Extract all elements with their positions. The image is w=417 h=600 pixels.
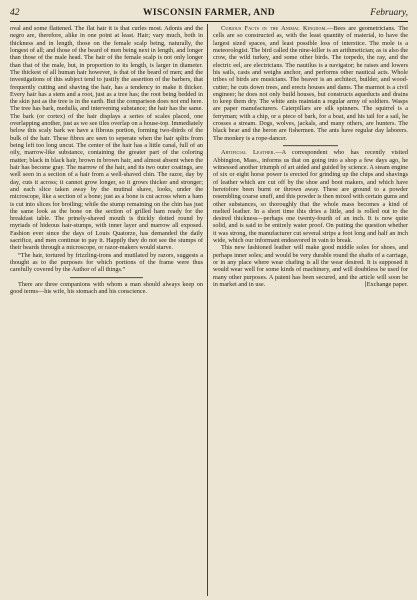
artificial-leather-body-continued: This new fashioned leather will make good middle soles for shoes, and perhaps inner soles; and would be very durable round the shafts of a carriage, or in any place where wear chafing is all the wear desired. It is supposed it would wear well for some kinds of machinery, and will doubtless be used for many other purposes. A patent has been secured, and the article will soon be in market and in use. <box>213 244 408 288</box>
column-divider <box>207 24 208 596</box>
section-divider-rule <box>213 142 408 149</box>
curious-facts-body: —Bees are geometricians. The cells are so constructed as, with the least quantity of material, to have the largest sized spaces, and least possible loss of interstice. The mole is a meteorologist. The bird called the nine-killer is an arithmetician; as is also the crow, the wild turkey, and some other birds. The torpedo, the ray, and the electric eel, are electricians. The nautilus is a navigator; he raises and lowers his sails, casts and weighs anchor, and performs other nautical acts. Whole tribes of birds are musicians. The beaver is an architect, builder, and wood-cutter; he cuts down trees, and erects houses and dams. The marmot is a civil engineer; he does not only build houses, but constructs aqueducts and drains to keep them dry. The white ants maintain a regular army of soldiers. Wasps are paper manufacturers. Caterpillars are silk spinners. The squirrel is a ferryman; with a chip, or a piece of bark, for a boat, and his tail for a sail, he crosses a stream. Dogs, wolves, jackals, and many others, are hunters. The black bear and the heron are fishermen. The ants have regular day laborers. The monkey is a rope-dancer. <box>213 25 408 142</box>
running-title: WISCONSIN FARMER, AND <box>143 8 275 18</box>
header-rule <box>10 21 408 22</box>
three-companions-paragraph: There are three companions with whom a man should always keep on good terms—his wife, his stomach and his conscience. <box>10 280 203 296</box>
artificial-leather-body: —A correspondent who has recently visited Abbington, Mass., informs us that on going into a shop a few days ago, he witnessed another triumph of art aided and guided by science. A steam engine of six or eight horse power is erected for grinding up the chips and shavings of leather which are cut off by the shoe and boot makers, and which have heretofore been burnt or thrown away. These are ground to a powder resembling coarse snuff, and this powder is then mixed with certain gums and other substances, so thoroughly that the whole mass becomes a kind of melted leather. In a short time this dries a little, and is rolled out to the desired thickness—perhaps one twenty-fourth of an inch. It is now quite solid, and is said to be entirely water proof. On putting the question whether it was strong, the manufacturer cut several strips a foot long and half an inch wide, which our informant endeavored in vain to break. <box>213 149 408 245</box>
section-divider-rule <box>10 274 203 281</box>
issue-month: February, <box>370 8 408 18</box>
source-credit: [Exchange paper. <box>364 280 408 288</box>
artificial-leather-heading: Artificial Leather. <box>221 149 276 157</box>
hair-article-quote: “The hair, tortured by frizzling-irons and mutilated by razors, suggests a thought as to the purposes for which portions of the frame were thus carefully covered by the Author of all things.” <box>10 251 203 274</box>
hair-article-paragraph: oval and some flattened. The flat hair it is that curles most. Adonis and the negro are, therefore, alike in one point at least. Hair; vary much, both in thickness and in length, those on the female scalp being, naturally, the longest of all; and those of the beard of men being next in length, and longer than those of the male head. The hair of the female scalp is not only longer than that of the male, but, in proportion to its length, is larger in diameter. The thickest of all human hair however, is that of the beard of men; and the investigations of this subject tend to justify the assertion of the barbers, that frequently cutting and shaving the hair, has a tendency to make it thicker. Every hair has a stem and a root, just as a tree has; the root being bedded in the skin just as the tree is in the earth. But the comparison does not end here. The tree has bark, medulla, and intervening substance; the hair has the same. The bark (or cortex) of the hair displays a series of scales placed, one overlapping another, just as we see tiles overlap on a house-top. Immediately below this scaly bark we have a fibrous portion, forming two-thirds of the bulk of the hair. These fibres are seen to seperate when the hair splits from being left too long uncut. The center of the hair has a little canal, full of an oily, marrow-like substance, containing the greater part of the coloring matter; black in black hair, brown in brown hair, and almost absent when the hair has become gray. The marrow of the hair, and its two outer coatings, are well seen in a section of a hair from a well-shaved chin. The razor, day by day, cuts it across; it cannot grow longer, so it grows thicker and stronger; and each slice taken away by the mutinal shave, looks, under the microscope, like a section of a bone; just as a bone is cut across when a ham is cut into slices for broiling; while the stump remaining on the chin has just the same look as the bone on the section of grilled ham ready for the breakfast table. The prinely-shaved mouth is thickly dotted round by myriads of hideous hair-stumps, with inner layer and marrow all exposed. Fashion ever since the days of Louis Quatorze, has demanded the daily sacrifice, and men continue to pay it. Happily they do not see the stumps of their beards through a microscope, or razor-makers would starve. <box>10 25 203 252</box>
page-header <box>10 6 408 20</box>
left-column <box>10 25 203 597</box>
curious-facts-heading: Curious Facts in the Animal Kingdom. <box>221 25 328 32</box>
page-number: 42 <box>10 8 20 18</box>
right-column <box>213 25 408 597</box>
